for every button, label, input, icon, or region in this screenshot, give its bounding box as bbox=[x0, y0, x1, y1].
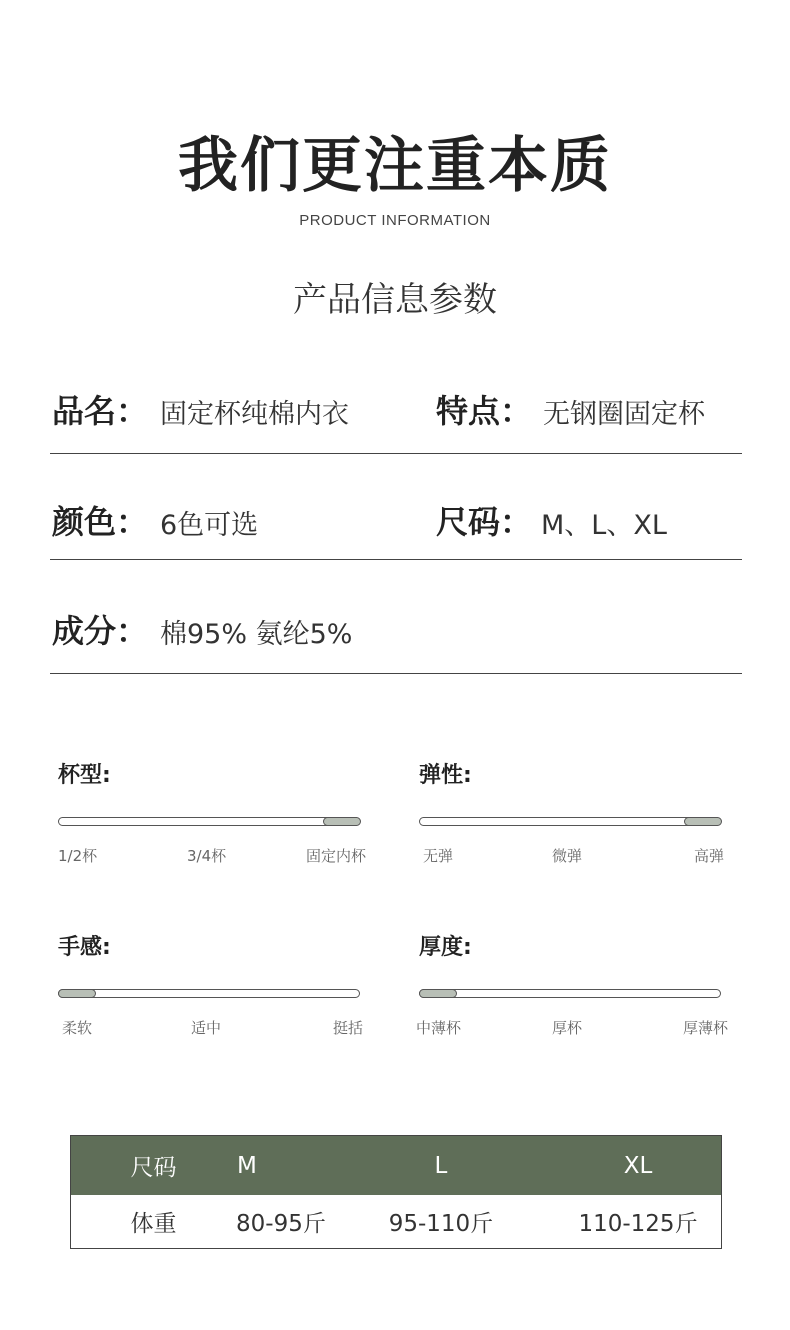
page-subtitle: PRODUCT INFORMATION bbox=[299, 212, 491, 229]
tick-label: 挺括 bbox=[333, 1019, 364, 1037]
table-header-cell: L bbox=[327, 1136, 555, 1196]
size-label: 尺码： bbox=[436, 503, 533, 541]
hand-feel-track bbox=[58, 989, 360, 998]
elasticity-rating bbox=[419, 758, 739, 865]
table-header-cell: XL bbox=[555, 1136, 721, 1196]
section-title: 产品信息参数 bbox=[293, 280, 497, 320]
tick-label: 无弹 bbox=[423, 847, 454, 865]
cup-type-label: 杯型: bbox=[58, 763, 111, 788]
cup-type-rating bbox=[58, 758, 368, 865]
table-cell: 80-95斤 bbox=[236, 1195, 327, 1249]
tick-label: 适中 bbox=[191, 1019, 222, 1037]
tick-label: 3/4杯 bbox=[187, 847, 227, 865]
feature-label: 特点： bbox=[436, 392, 533, 430]
thickness-knob bbox=[419, 989, 457, 998]
elasticity-label: 弹性: bbox=[419, 763, 472, 788]
tick-label: 固定内杯 bbox=[306, 847, 367, 865]
divider bbox=[50, 453, 742, 454]
name-label: 品名： bbox=[52, 392, 149, 430]
tick-label: 厚薄杯 bbox=[683, 1019, 729, 1037]
table-cell: 体重 bbox=[71, 1195, 237, 1249]
feature-value: 无钢圈固定杯 bbox=[543, 399, 705, 430]
thickness-track bbox=[419, 989, 721, 998]
table-cell: 110-125斤 bbox=[555, 1195, 721, 1249]
cup-type-knob bbox=[323, 817, 361, 826]
material-value: 棉95% 氨纶5% bbox=[160, 619, 353, 650]
thickness-label: 厚度: bbox=[419, 935, 472, 960]
hand-feel-label: 手感: bbox=[58, 935, 111, 960]
color-value: 6色可选 bbox=[160, 510, 259, 541]
cup-type-track bbox=[58, 817, 360, 826]
tick-label: 中薄杯 bbox=[416, 1019, 462, 1037]
elasticity-track bbox=[419, 817, 721, 826]
material-label: 成分： bbox=[52, 612, 149, 650]
tick-label: 厚杯 bbox=[552, 1019, 583, 1037]
tick-label: 1/2杯 bbox=[58, 847, 98, 865]
divider bbox=[50, 673, 742, 674]
thickness-rating bbox=[416, 930, 739, 1037]
table-header-cell: M bbox=[236, 1136, 327, 1196]
elasticity-knob bbox=[684, 817, 722, 826]
name-value: 固定杯纯棉内衣 bbox=[160, 399, 349, 430]
hand-feel-knob bbox=[58, 989, 96, 998]
table-header-row bbox=[71, 1136, 722, 1196]
page-title: 我们更注重本质 bbox=[178, 131, 612, 201]
size-value: M、L、XL bbox=[541, 510, 667, 541]
table-cell: 95-110斤 bbox=[327, 1195, 555, 1249]
size-table bbox=[70, 1135, 722, 1249]
tick-label: 微弹 bbox=[552, 847, 583, 865]
table-header-cell: 尺码 bbox=[71, 1136, 237, 1196]
divider bbox=[50, 559, 742, 560]
table-row bbox=[71, 1195, 722, 1249]
tick-label: 高弹 bbox=[694, 847, 725, 865]
hand-feel-rating bbox=[58, 930, 368, 1037]
tick-label: 柔软 bbox=[62, 1019, 93, 1037]
color-label: 颜色： bbox=[52, 503, 149, 541]
